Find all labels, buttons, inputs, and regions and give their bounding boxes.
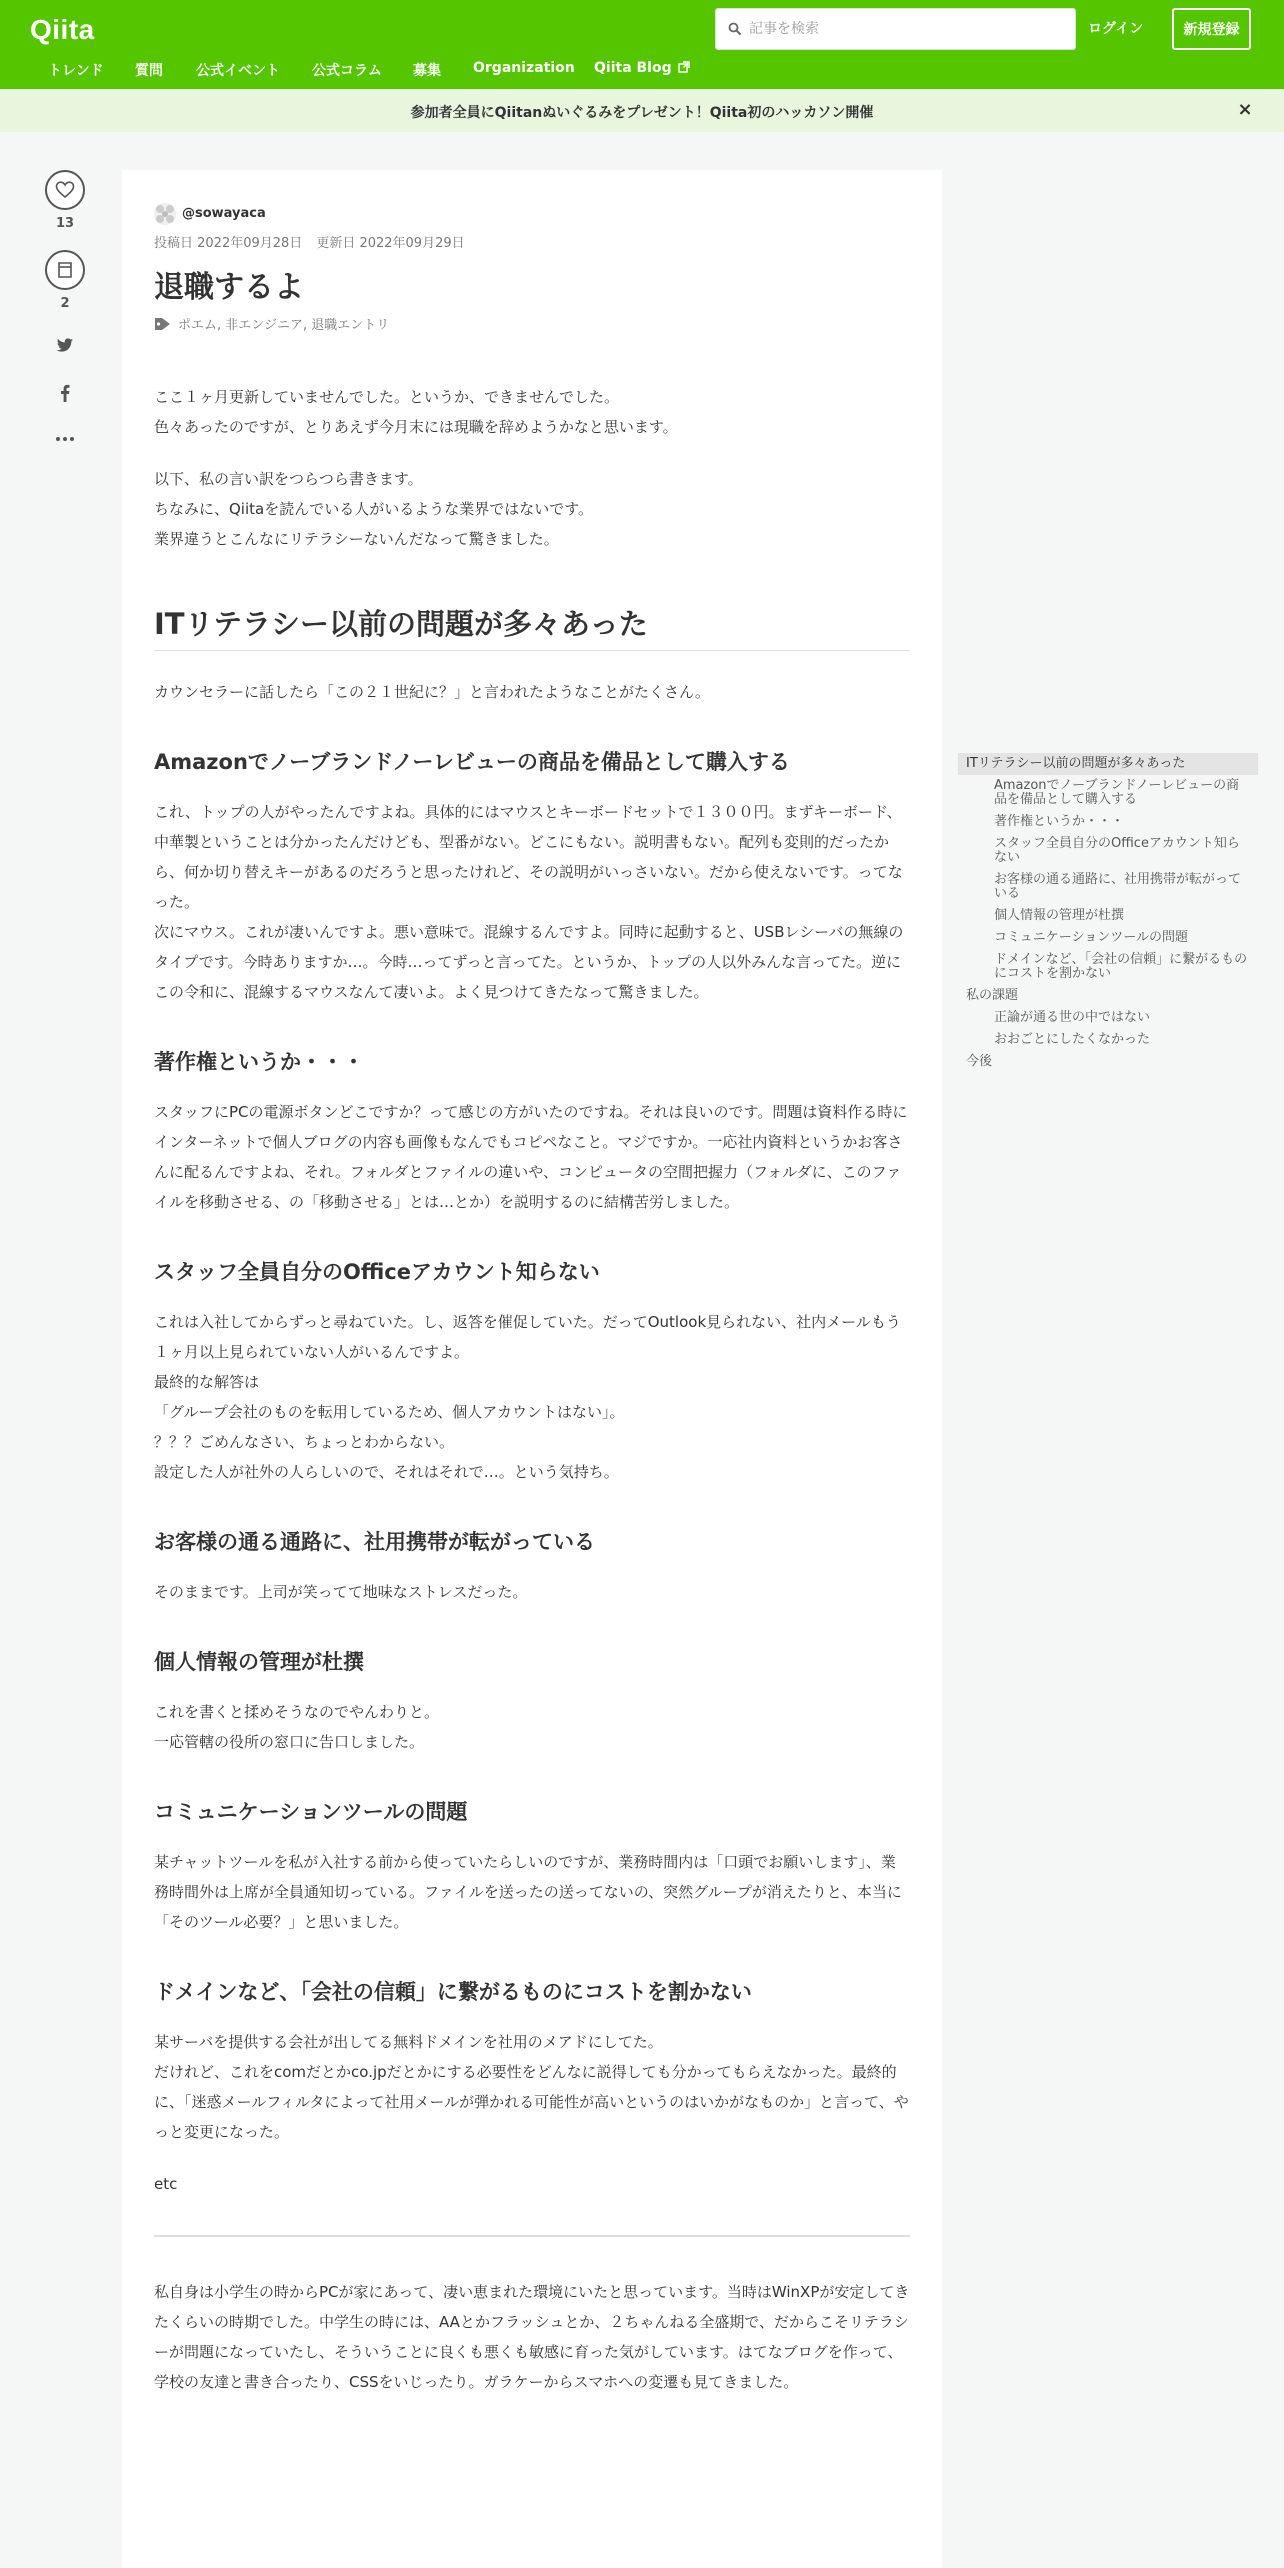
paragraph-line: これ、トップの人がやったんですよね。具体的にはマウスとキーボードセットで１３００円。まずキーボード、中華製ということは分かったんだけども、型番がない。どこにもない。説明書もない。配列も変則的だったから、何か切り替えキーがあるのだろうと思ったけれど、その説明がいっさいない。だから使えないです。ってなった。 bbox=[154, 803, 903, 911]
toc-item[interactable]: 個人情報の管理が杜撰 bbox=[994, 908, 1125, 923]
more-icon bbox=[56, 437, 74, 441]
search-input[interactable] bbox=[749, 9, 1069, 49]
section-heading: お客様の通る通路に、社用携帯が転がっている bbox=[154, 1530, 595, 1554]
article-body bbox=[154, 382, 910, 2419]
paragraph bbox=[154, 382, 910, 442]
toc-item[interactable]: お客様の通る通路に、社用携帯が転がっている bbox=[994, 872, 1242, 901]
toc-item[interactable]: 正論が通る世の中ではない bbox=[994, 1010, 1151, 1025]
paragraph-line: そのままです。上司が笑ってて地味なストレスだった。 bbox=[154, 1583, 528, 1601]
global-header bbox=[0, 0, 1284, 89]
facebook-share-button[interactable] bbox=[38, 382, 92, 404]
nav-official-events[interactable]: 公式イベント bbox=[196, 63, 280, 79]
article-title: 退職するよ bbox=[154, 270, 304, 305]
paragraph-line: 「グループ会社のものを転用しているため、個人アカウントはない」。 bbox=[154, 1403, 625, 1421]
paragraph-line: 某サーバを提供する会社が出してる無料ドメインを社用のメアドにしてた。 bbox=[154, 2033, 663, 2051]
nav-organization[interactable]: Organization bbox=[473, 60, 575, 76]
nav-qiita-blog[interactable] bbox=[594, 56, 690, 80]
paragraph bbox=[154, 677, 910, 707]
section-heading: 個人情報の管理が杜撰 bbox=[154, 1650, 364, 1674]
paragraph-line: これを書くと揉めそうなのでやんわりと。 bbox=[154, 1703, 440, 1721]
more-options-button[interactable] bbox=[38, 428, 92, 450]
section-heading: ドメインなど、「会社の信頼」に繋がるものにコストを割かない bbox=[154, 1980, 752, 2004]
section-heading: コミュニケーションツールの問題 bbox=[154, 1800, 468, 1824]
tags-text[interactable]: ポエム, 非エンジニア, 退職エントリ bbox=[178, 318, 390, 333]
nav-official-column[interactable]: 公式コラム bbox=[312, 63, 382, 79]
updated-date[interactable]: 更新日 2022年09月29日 bbox=[316, 236, 465, 251]
external-link-icon bbox=[678, 61, 690, 73]
section-heading: スタッフ全員自分のOfficeアカウント知らない bbox=[154, 1260, 600, 1284]
nav-recruit[interactable]: 募集 bbox=[413, 63, 441, 79]
paragraph-line: カウンセラーに話したら「この２１世紀に？」と言われたようなことがたくさん。 bbox=[154, 683, 710, 701]
like-count: 13 bbox=[55, 216, 75, 231]
banner-link[interactable]: 参加者全員にQiitanぬいぐるみをプレゼント！Qiita初のハッカソン開催 bbox=[410, 105, 874, 121]
toc-item[interactable]: 著作権というか・・・ bbox=[994, 814, 1125, 829]
search-box[interactable] bbox=[715, 8, 1076, 50]
article-card bbox=[122, 170, 942, 2568]
paragraph bbox=[154, 1097, 910, 1217]
section-heading: 著作権というか・・・ bbox=[154, 1050, 364, 1074]
paragraph-line: スタッフにPCの電源ボタンどこですか？って感じの方がいたのですね。それは良いのです。問題は資料作る時にインターネットで個人ブログの内容も画像もなんでもコピペなこと。マジですか。一応社内資料というかお客さんに配るんですよね、それ。フォルダとファイルの違いや、コンピュータの空間把握力（フォルダに、このファイルを移動させる、の「移動させる」とは…とか）を説明するのに結構苦労しました。 bbox=[154, 1103, 908, 1211]
toc-item[interactable]: ITリテラシー以前の問題が多々あった bbox=[958, 753, 1258, 775]
paragraph bbox=[154, 1847, 910, 1937]
toc-item[interactable]: 今後 bbox=[966, 1054, 993, 1069]
table-of-contents bbox=[958, 753, 1258, 1073]
twitter-icon bbox=[56, 338, 74, 353]
article-dates bbox=[154, 232, 479, 251]
posted-date: 投稿日 2022年09月28日 bbox=[154, 236, 303, 251]
paragraph bbox=[154, 2277, 910, 2397]
paragraph bbox=[154, 1697, 910, 1757]
stock-icon bbox=[57, 261, 73, 279]
toc-item[interactable]: コミュニケーションツールの問題 bbox=[994, 930, 1188, 945]
paragraph-line: ここ１ヶ月更新していませんでした。というか、できませんでした。 bbox=[154, 388, 620, 406]
paragraph-line: ちなみに、Qiitaを読んでいる人がいるような業界ではないです。 bbox=[154, 500, 594, 518]
like-button[interactable] bbox=[45, 170, 85, 210]
tag-list bbox=[154, 314, 389, 333]
paragraph-line: 次にマウス。これが凄いんですよ。悪い意味で。混線するんですよ。同時に起動すると、USBレシーバの無線のタイプです。今時ありますか…。今時…ってずっと言ってた。というか、トップの人以外みんな言ってた。逆にこの令和に、混線するマウスなんて凄いよ。よく見つけてきたなって驚きました。 bbox=[154, 923, 904, 1001]
tag-icon bbox=[154, 317, 172, 331]
qiita-logo[interactable]: Qiita bbox=[30, 14, 95, 45]
paragraph bbox=[154, 2027, 910, 2147]
section-heading: Amazonでノーブランドノーレビューの商品を備品として購入する bbox=[154, 750, 790, 774]
toc-item[interactable]: おおごとにしたくなかった bbox=[994, 1032, 1151, 1047]
paragraph-line: etc bbox=[154, 2175, 178, 2193]
nav-qiita-blog-label: Qiita Blog bbox=[594, 60, 672, 76]
toc-item[interactable]: 私の課題 bbox=[966, 988, 1019, 1003]
paragraph-line: 設定した人が社外の人らしいので、それはそれで…。という気持ち。 bbox=[154, 1463, 619, 1481]
paragraph bbox=[154, 2169, 910, 2199]
toc-item[interactable]: Amazonでノーブランドノーレビューの商品を備品として購入する bbox=[994, 778, 1240, 807]
facebook-icon bbox=[60, 384, 70, 402]
stock-button[interactable] bbox=[45, 250, 85, 290]
section-heading: ITリテラシー以前の問題が多々あった bbox=[154, 604, 910, 651]
search-icon bbox=[728, 22, 742, 36]
paragraph-line: 某チャットツールを私が入社する前から使っていたらしいのですが、業務時間内は「口頭でお願いします」、業務時間外は上席が全員通知切っている。ファイルを送ったの送ってないの、突然グループが消えたりと、本当に「そのツール必要？」と思いました。 bbox=[154, 1853, 902, 1931]
article-actions bbox=[38, 170, 92, 450]
twitter-share-button[interactable] bbox=[38, 334, 92, 356]
paragraph-line: 業界違うとこんなにリテラシーないんだなって驚きました。 bbox=[154, 530, 559, 548]
toc-item[interactable]: スタッフ全員自分のOfficeアカウント知らない bbox=[994, 836, 1240, 865]
divider bbox=[154, 2235, 910, 2237]
toc-item[interactable]: ドメインなど、「会社の信頼」に繋がるものにコストを割かない bbox=[994, 952, 1248, 981]
nav-question[interactable]: 質問 bbox=[135, 63, 163, 79]
paragraph-line: ？？？ごめんなさい、ちょっとわからない。 bbox=[154, 1433, 455, 1451]
announcement-banner bbox=[0, 89, 1284, 132]
paragraph-line: 一応管轄の役所の窓口に告口しました。 bbox=[154, 1733, 425, 1751]
nav-trend[interactable]: トレンド bbox=[48, 63, 104, 79]
paragraph-line: 以下、私の言い訳をつらつら書きます。 bbox=[154, 470, 423, 488]
paragraph-line: これは入社してからずっと尋ねていた。し、返答を催促していた。だってOutlook見られない、社内メールもう１ヶ月以上見られていない人がいるんですよ。 bbox=[154, 1313, 901, 1361]
stock-count: 2 bbox=[60, 296, 70, 311]
paragraph-line: 最終的な解答は bbox=[154, 1373, 260, 1391]
author-username[interactable]: @sowayaca bbox=[182, 206, 266, 221]
login-link[interactable]: ログイン bbox=[1088, 21, 1144, 37]
paragraph bbox=[154, 1577, 910, 1607]
close-icon[interactable]: × bbox=[1237, 99, 1253, 120]
paragraph bbox=[154, 797, 910, 1007]
avatar-pattern-icon bbox=[154, 203, 176, 225]
paragraph-line: 私自身は小学生の時からPCが家にあって、凄い恵まれた環境にいたと思っています。当時はWinXPが安定してきたくらいの時期でした。中学生の時には、AAとかフラッシュとか、２ちゃんねる全盛期で、だからこそリテラシーが問題になっていたし、そういうことに良くも悪くも敏感に育った気がしています。はてなブログを作って、学校の友達と書き合ったり、CSSをいじったり。ガラケーからスマホへの変遷も見てきました。 bbox=[154, 2283, 910, 2391]
paragraph-line: 色々あったのですが、とりあえず今月末には現職を辞めようかなと思います。 bbox=[154, 418, 678, 436]
paragraph bbox=[154, 464, 910, 554]
paragraph bbox=[154, 1307, 910, 1487]
heart-icon bbox=[55, 181, 75, 199]
signup-button[interactable]: 新規登録 bbox=[1172, 8, 1251, 50]
avatar[interactable] bbox=[154, 203, 176, 225]
paragraph-line: だけれど、これをcomだとかco.jpだとかにする必要性をどんなに説得しても分かってもらえなかった。最終的に、「迷惑メールフィルタによって社用メールが弾かれる可能性が高いというのはいかがなものか」と言って、やっと変更になった。 bbox=[154, 2063, 909, 2141]
